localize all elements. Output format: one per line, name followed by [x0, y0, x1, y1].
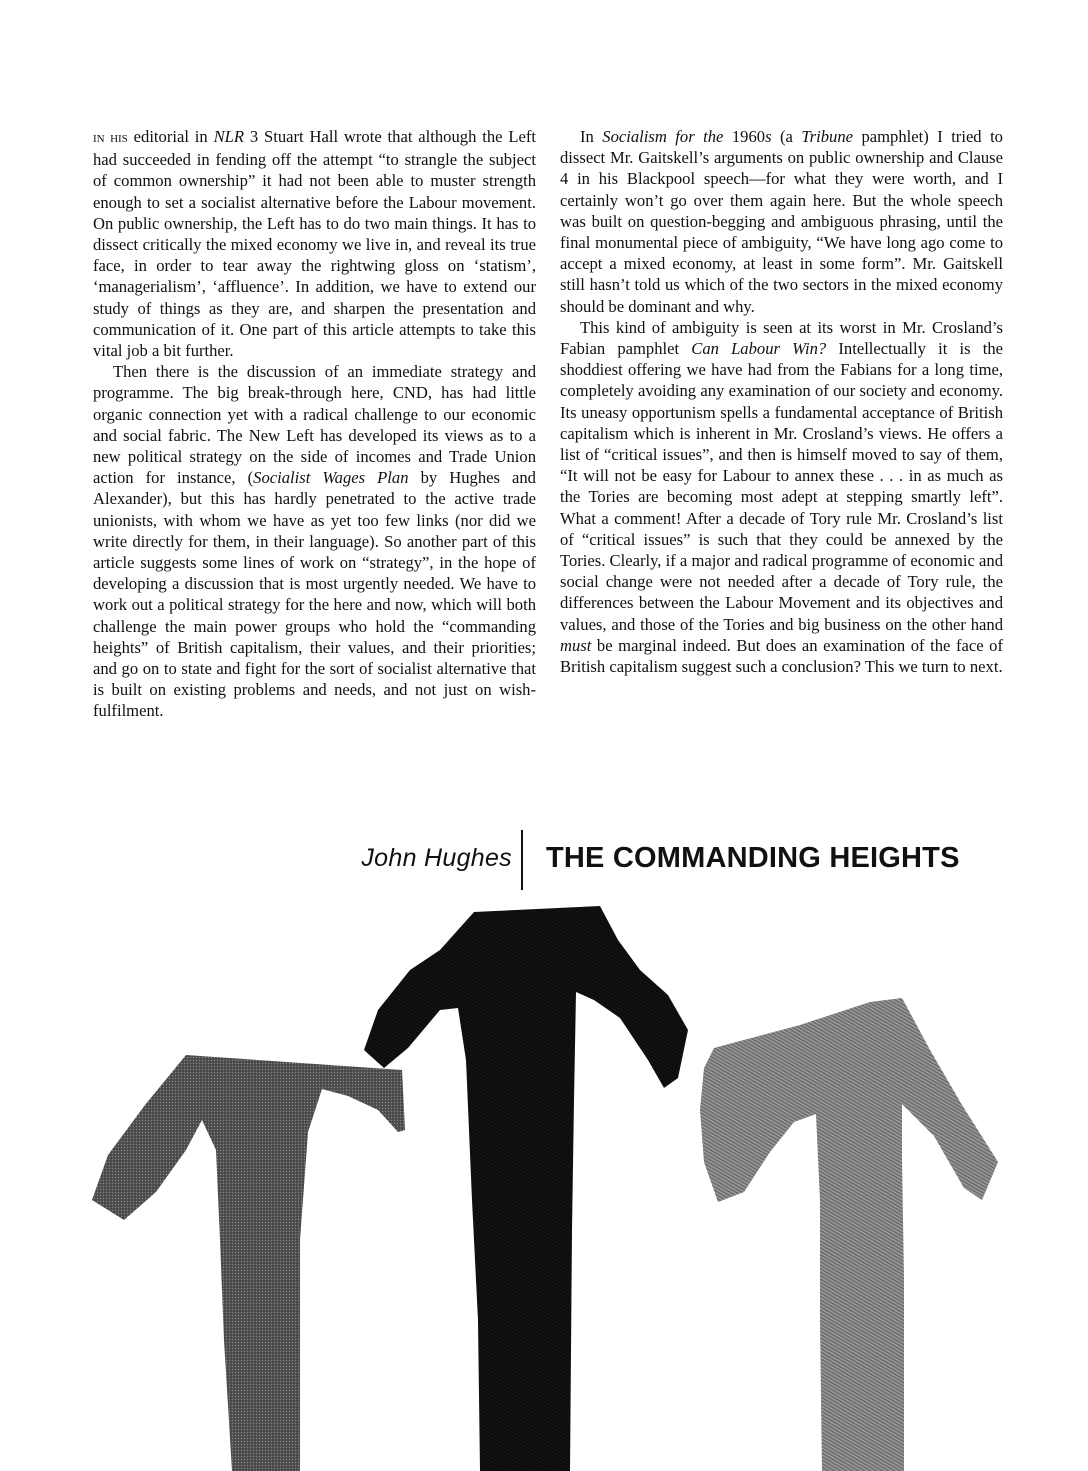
- author-name: John Hughes: [361, 844, 512, 872]
- nlr-title: NLR: [213, 127, 244, 146]
- right-paragraph-2: This kind of ambiguity is seen at its worst in Mr. Crosland’s Fabian pamphlet Can Labour Win? Intellectually it is the shoddiest offering we have had from the Fabians for a long time, completely avoiding any examination of our society and economy. Its uneasy opportunism spells a fundamental acceptance of British capitalism which is inherent in Mr. Crosland’s views. He offers a list of “critical issues”, and then is himself moved to say of them, “It will not be easy for Labour to annex these . . . in as much as the Tories are becoming most adept at stepping smartly left”. What a comment! After a decade of Tory rule Mr. Crosland’s list of “critical issues” is such that they could be annexed by the Tories. Clearly, if a major and radical programme of economic and social change were not needed after a decade of Tory rule, the differences between the Labour Movement and its objectives and values, and those of the Tories and big business on the other hand must be marginal indeed. But does an examination of the face of British capitalism suggest such a conclusion? This we turn to next.: [560, 317, 1003, 677]
- byline-divider: [521, 830, 523, 890]
- wages-plan-title: Socialist Wages Plan: [253, 468, 409, 488]
- small-caps-lead: in his: [93, 130, 128, 146]
- center-arrow: [364, 906, 688, 1471]
- left-arrow-texture: [92, 1055, 405, 1471]
- article-title: THE COMMANDING HEIGHTS: [546, 842, 960, 874]
- arrows-illustration: [0, 900, 1088, 1471]
- right-arrow: [700, 998, 998, 1471]
- right-paragraph-1: In Socialism for the 1960s (a Tribune pamphlet) I tried to dissect Mr. Gaitskell’s arguments on public ownership and Clause 4 in his Blackpool speech—for what they were worth, and I certainly won’t go over them again here. But the whole speech was built on question-begging and ambiguous phrasing, until the final monumental piece of ambiguity, “We have long ago come to accept a mixed economy, at least in some form”. Mr. Gaitskell still hasn’t told us which of the two sectors in the mixed economy should be dominant and why.: [560, 127, 1003, 316]
- right-arrow-texture: [700, 998, 998, 1471]
- socialism-title: Socialism for the: [602, 127, 724, 146]
- right-column: [560, 126, 1003, 677]
- center-arrow-texture: [364, 906, 688, 1471]
- left-column: [93, 126, 536, 722]
- left-paragraph-1: in his editorial in NLR 3 Stuart Hall wrote that although the Left had succeeded in fending off the attempt “to strangle the subject of common ownership” it had not been able to muster strength enough to set a socialist alternative before the Labour movement. On public ownership, the Left has to do two main things. It has to dissect critically the mixed economy we live in, and reveal its true face, in order to tear away the rightwing gloss on ‘statism’, ‘managerialism’, ‘affluence’. In addition, we have to extend our study of things as they are, and sharpen the presentation and communication of it. One part of this article attempts to take this vital job a bit further.: [93, 127, 536, 361]
- left-paragraph-2: Then there is the discussion of an immediate strategy and programme. The big break-through here, CND, has had little organic connection yet with a radical challenge to our economic and social fabric. The New Left has developed its views as to a new political strategy on the side of incomes and Trade Union action for instance, (Socialist Wages Plan by Hughes and Alexander), but this has hardly penetrated to the active trade unionists, with whom we have as yet too few links (nor did we write directly for them, in their language). So another part of this article suggests some lines of work on “strategy”, in the hope of developing a discussion that is most urgently needed. We have to work out a political strategy for the here and now, which will both challenge the main power groups who hold the “commanding heights” of British capitalism, their values, and their priorities; and go on to state and fight for the sort of socialist alternative that is built on existing problems and needs, and not just on wishfulfilment.: [93, 362, 536, 721]
- byline: [0, 838, 1088, 898]
- tribune-title: Tribune: [801, 127, 853, 146]
- can-labour-win-title: Can Labour Win?: [691, 339, 827, 359]
- left-arrow: [92, 1055, 405, 1471]
